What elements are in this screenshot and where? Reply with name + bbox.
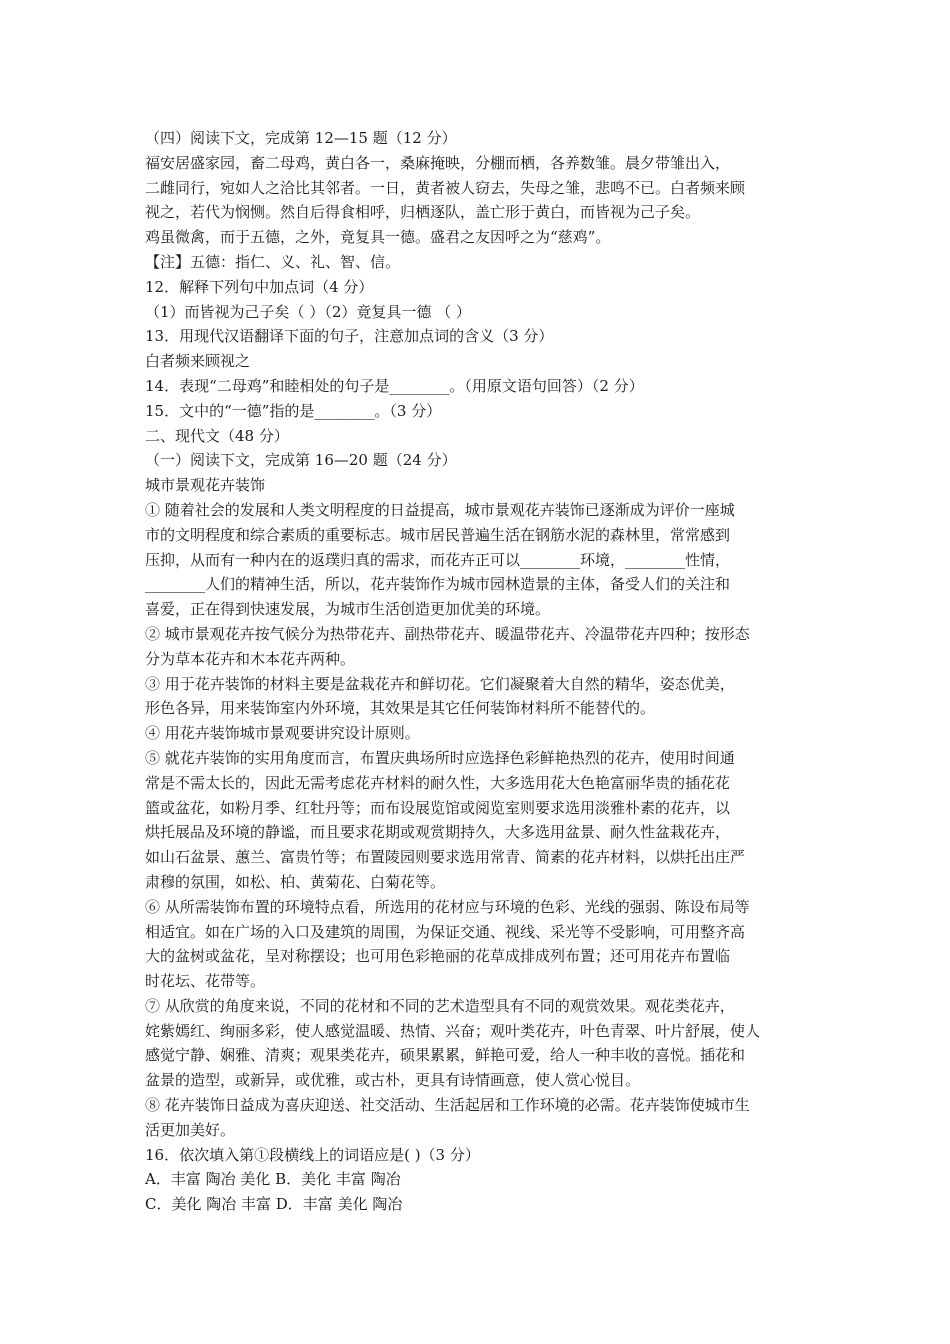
question-12: 12．解释下列句中加点词（4 分） xyxy=(145,277,374,296)
paragraph-2 xyxy=(145,622,825,672)
section-heading: 二、现代文（48 分） xyxy=(145,426,289,445)
paragraph-line: ① 随着社会的发展和人类文明程度的日益提高，城市景观花卉装饰已逐渐成为评价一座城 xyxy=(145,500,735,519)
paragraph-line: 活更加美好。 xyxy=(145,1120,236,1139)
paragraph-line: 分为草本花卉和木本花卉两种。 xyxy=(145,649,356,668)
passage-line: 视之，若代为悯恻。然自后得食相呼，归栖逐队，盖亡形于黄白，而皆视为己子矣。 xyxy=(145,203,701,222)
question-16: 16．依次填入第①段横线上的词语应是( )（3 分） xyxy=(145,1145,480,1164)
question-12-items: （1）而皆视为己子矣（ ）（2）竟复具一德 （ ） xyxy=(145,302,471,321)
paragraph-line: ⑥ 从所需装饰布置的环境特点看，所选用的花材应与环境的色彩、光线的强弱、陈设布局等 xyxy=(145,897,750,916)
paragraph-line: 感觉宁静、娴雅、清爽；观果类花卉，硕果累累，鲜艳可爱，给人一种丰收的喜悦。插花和 xyxy=(145,1046,746,1065)
paragraph-line: ⑤ 就花卉装饰的实用角度而言，布置庆典场所时应选择色彩鲜艳热烈的花卉，使用时间通 xyxy=(145,748,735,767)
paragraph-line: ⑦ 从欣赏的角度来说，不同的花材和不同的艺术造型具有不同的观赏效果。观花类花卉， xyxy=(145,996,735,1015)
paragraph-line: ③ 用于花卉装饰的材料主要是盆栽花卉和鲜切花。它们凝聚着大自然的精华，姿态优美， xyxy=(145,674,735,693)
paragraph-line: ________人们的精神生活，所以，花卉装饰作为城市园林造景的主体，备受人们的关注和 xyxy=(145,575,731,594)
paragraph-line: 姹紫嫣红、绚丽多彩，使人感觉温暖、热情、兴奋；观叶类花卉，叶色青翠、叶片舒展，使人 xyxy=(145,1021,761,1040)
paragraph-line: 肃穆的氛围，如松、柏、黄菊花、白菊花等。 xyxy=(145,872,446,891)
question-13-sentence: 白者频来顾视之 xyxy=(145,352,251,371)
question-16-options-cd: C．美化 陶冶 丰富 D．丰富 美化 陶冶 xyxy=(145,1195,403,1214)
paragraph-5 xyxy=(145,746,825,895)
paragraph-line: ② 城市景观花卉按气候分为热带花卉、副热带花卉、暖温带花卉、冷温带花卉四种；按形态 xyxy=(145,624,750,643)
paragraph-line: 篮或盆花，如粉月季、红牡丹等；而布设展览馆或阅览室则要求选用淡雅朴素的花卉，以 xyxy=(145,798,731,817)
paragraph-line: 如山石盆景、蕙兰、富贵竹等；布置陵园则要求选用常青、简素的花卉材料，以烘托出庄严 xyxy=(145,848,746,867)
paragraph-line: 相适宜。如在广场的入口及建筑的周围，为保证交通、视线、采光等不受影响，可用整齐高 xyxy=(145,922,746,941)
paragraph-line: 喜爱，正在得到快速发展，为城市生活创造更加优美的环境。 xyxy=(145,600,551,619)
paragraph-line: 时花坛、花带等。 xyxy=(145,972,266,991)
paragraph-line: 盆景的造型，或新异，或优雅，或古朴，更具有诗情画意，使人赏心悦目。 xyxy=(145,1071,641,1090)
section-heading: （四）阅读下文，完成第 12—15 题（12 分） xyxy=(145,129,457,147)
paragraph-line: 压抑，从而有一种内在的返璞归真的需求，而花卉正可以________环境，________性情， xyxy=(145,550,731,569)
classical-passage xyxy=(145,151,825,250)
paragraph-line: ④ 用花卉装饰城市景观要讲究设计原则。 xyxy=(145,724,420,743)
paragraph-1 xyxy=(145,498,825,622)
paragraph-7 xyxy=(145,994,825,1093)
question-14: 14．表现“二母鸡”和睦相处的句子是________。（用原文语句回答）（2 分） xyxy=(145,376,644,395)
document-content xyxy=(145,126,825,1217)
passage-line: 鸡虽微禽，而于五德，之外，竟复具一德。盛君之友因呼之为“慈鸡”。 xyxy=(145,228,611,247)
question-13: 13．用现代汉语翻译下面的句子，注意加点词的含义（3 分） xyxy=(145,327,554,346)
sub-section-heading: （一）阅读下文，完成第 16—20 题（24 分） xyxy=(145,451,457,470)
annotation-note: 【注】五德：指仁、义、礼、智、信。 xyxy=(145,252,401,271)
paragraph-line: 形色各异，用来装饰室内外环境，其效果是其它任何装饰材料所不能替代的。 xyxy=(145,699,656,718)
paragraph-line: 市的文明程度和综合素质的重要标志。城市居民普遍生活在钢筋水泥的森林里，常常感到 xyxy=(145,525,731,544)
paragraph-line: 烘托展品及环境的静谧，而且要求花期或观赏期持久，大多选用盆景、耐久性盆栽花卉， xyxy=(145,823,731,842)
paragraph-6 xyxy=(145,895,825,994)
paragraph-line: ⑧ 花卉装饰日益成为喜庆迎送、社交活动、生活起居和工作环境的必需。花卉装饰使城市生 xyxy=(145,1096,750,1115)
paragraph-3 xyxy=(145,672,825,722)
passage-line: 二雌同行，宛如人之洽比其邻者。一日，黄者被人窃去，失母之雏，悲鸣不已。白者频来顾 xyxy=(145,178,746,197)
paragraph-8 xyxy=(145,1093,825,1143)
question-15: 15．文中的“一德”指的是________。（3 分） xyxy=(145,401,442,420)
paragraph-4 xyxy=(145,721,825,746)
paragraph-line: 大的盆树或盆花，呈对称摆设；也可用色彩艳丽的花草成排成列布置；还可用花卉布置临 xyxy=(145,947,731,966)
question-16-options-ab: A．丰富 陶冶 美化 B．美化 丰富 陶冶 xyxy=(145,1170,401,1189)
passage-line: 福安居盛家园，畜二母鸡，黄白各一，桑麻掩映，分棚而栖，各养数雏。晨夕带雏出入， xyxy=(145,153,731,172)
paragraph-line: 常是不需太长的，因此无需考虑花卉材料的耐久性，大多选用花大色艳富丽华贵的插花花 xyxy=(145,773,731,792)
article-title: 城市景观花卉装饰 xyxy=(145,476,266,495)
